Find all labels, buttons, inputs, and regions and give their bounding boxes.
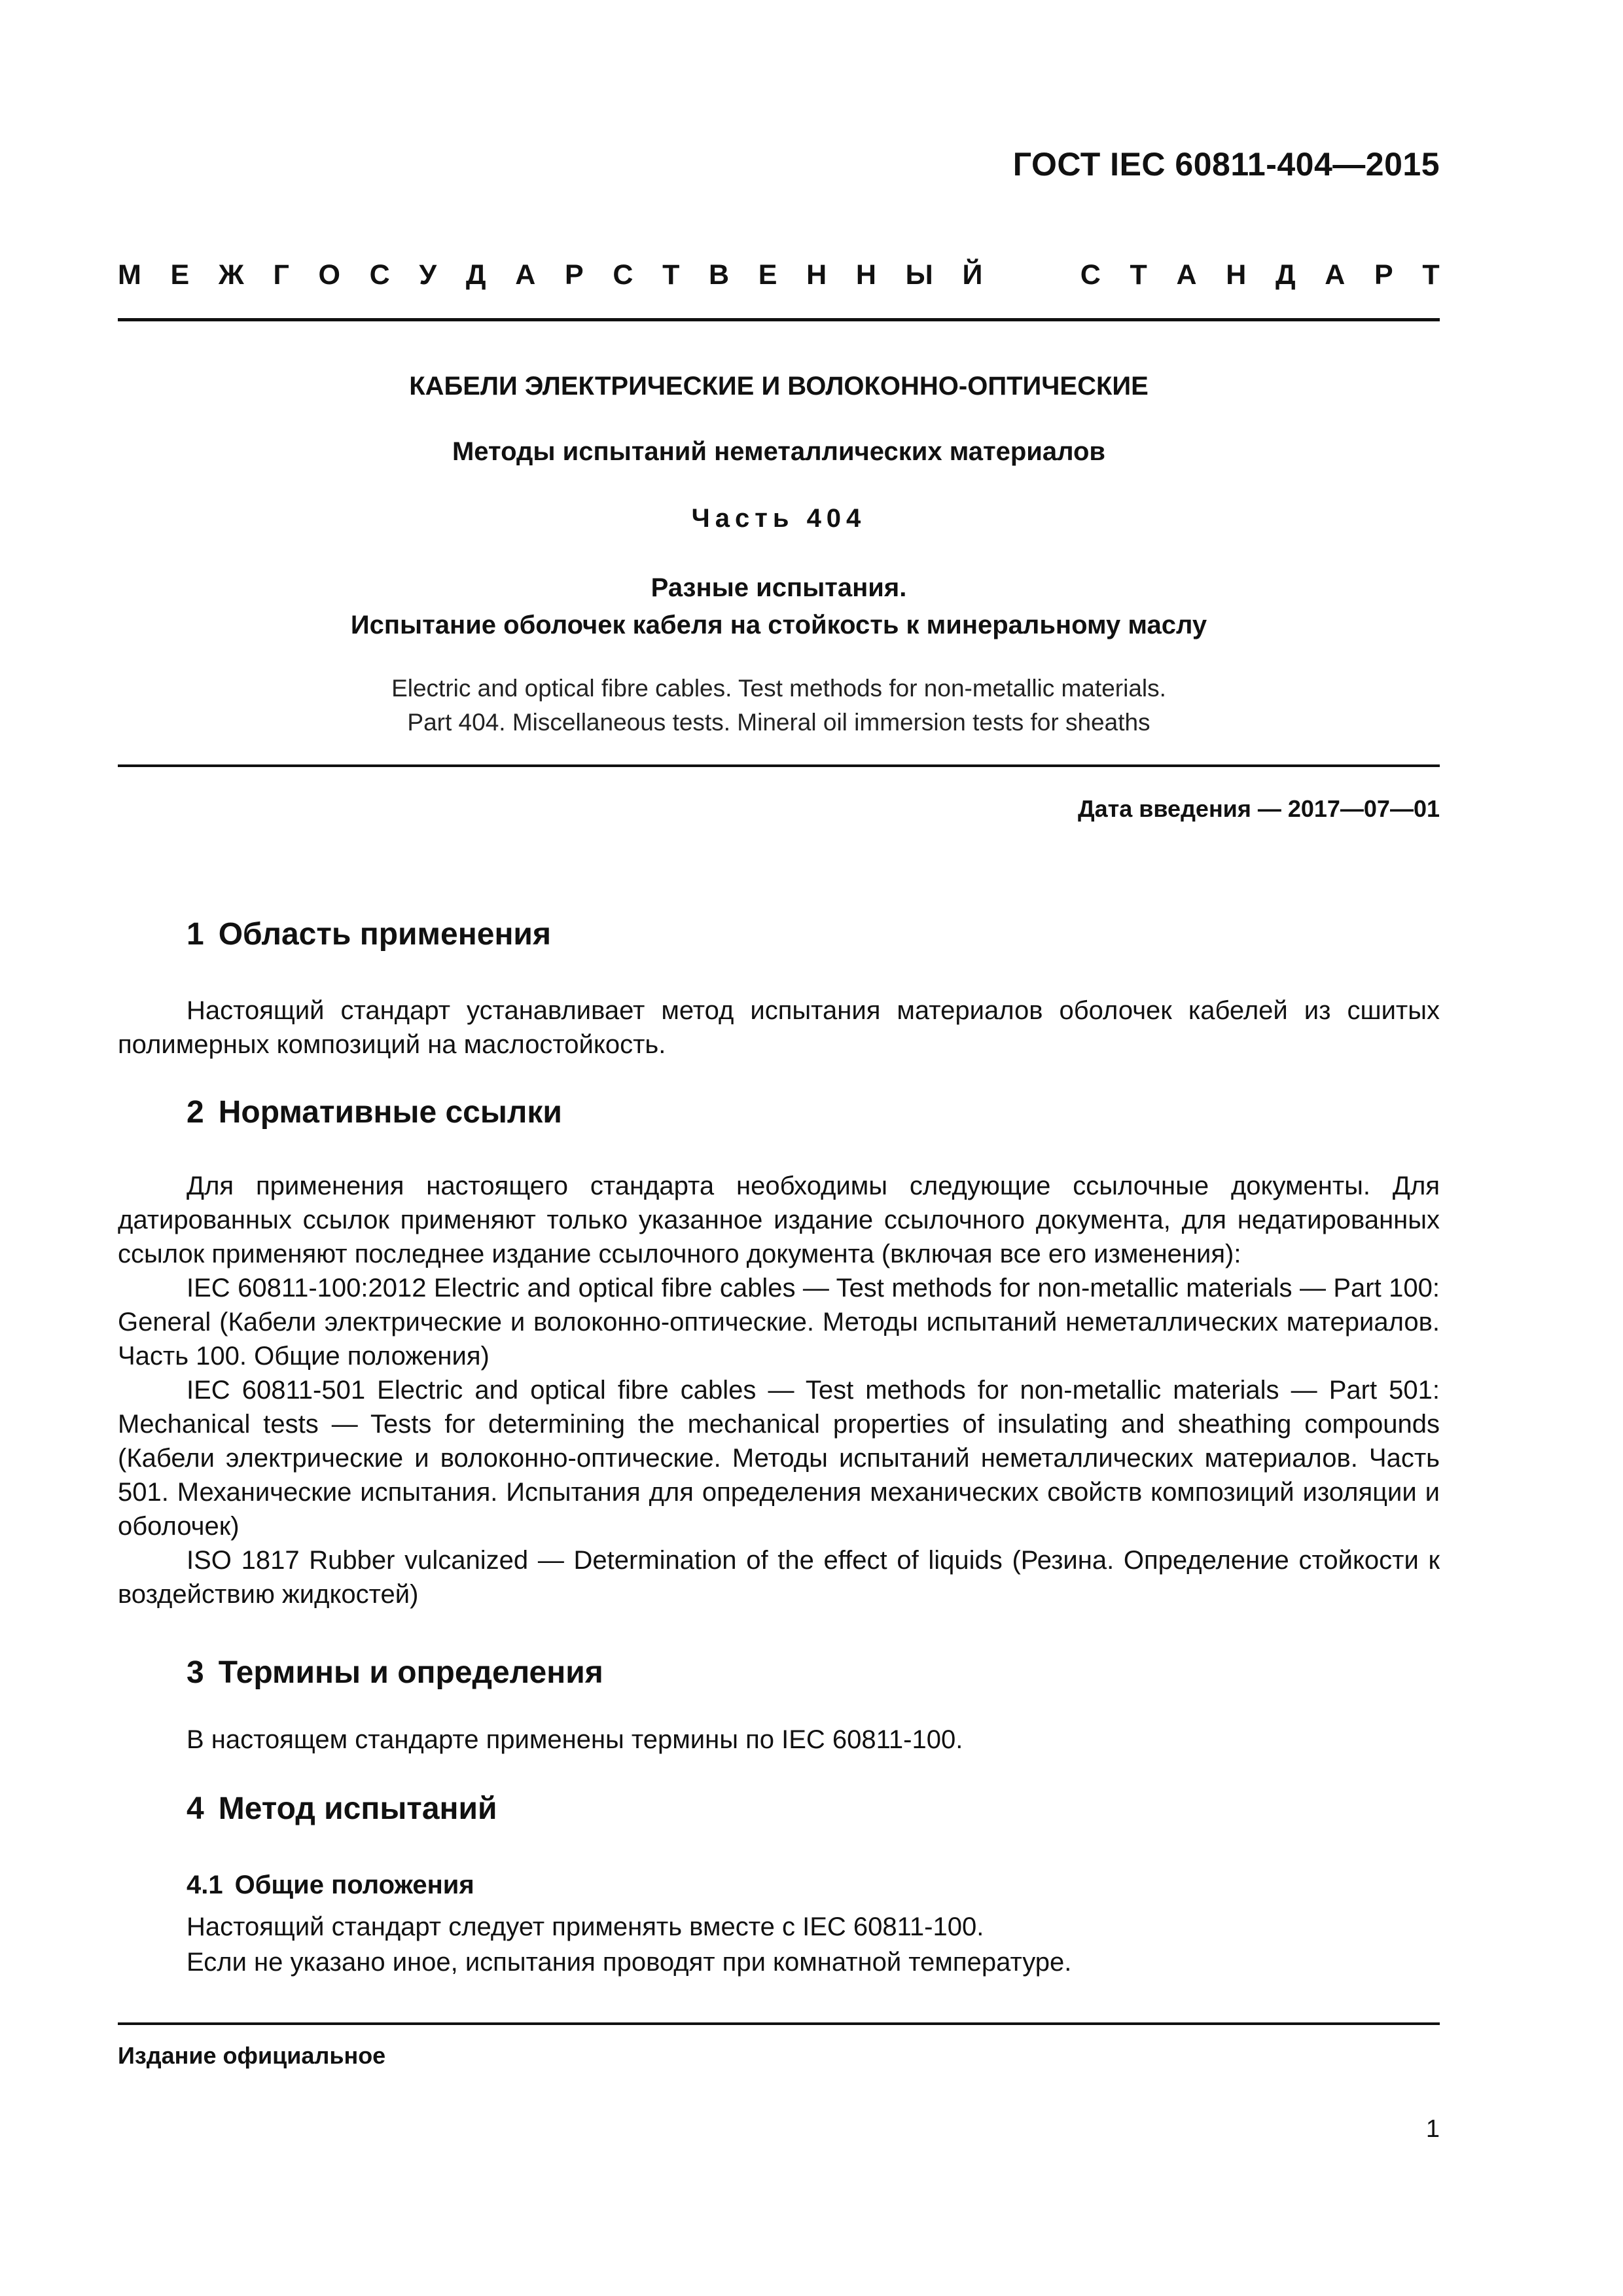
subsection-title: Общие положения <box>234 1871 474 1899</box>
heading-letter: О <box>318 259 340 291</box>
part-title-line: Испытание оболочек кабеля на стойкость к минеральному маслу <box>350 611 1207 639</box>
section-heading <box>187 916 551 952</box>
standard-subtitle: Методы испытаний неметаллических материалов <box>452 437 1106 466</box>
reference-text: ISO 1817 Rubber vulcanized — Determination of the effect of liquids (Резина. Определение стойкости к воздействию жидкостей) <box>118 1546 1440 1609</box>
heading-letter: В <box>709 259 730 291</box>
section-number: 3 <box>187 1655 204 1690</box>
heading-letter: Р <box>564 259 584 291</box>
heading-letter: Д <box>465 259 486 291</box>
section-title: Термины и определения <box>218 1655 603 1690</box>
paragraph <box>118 1169 1440 1271</box>
heading-letter: С <box>613 259 633 291</box>
reference-item <box>118 1271 1440 1373</box>
heading-letter: Г <box>273 259 289 291</box>
section-heading <box>187 1094 562 1130</box>
heading-letter: Т <box>662 259 680 291</box>
heading-letter: А <box>1325 259 1346 291</box>
part-number: Часть 404 <box>691 504 866 533</box>
heading-letter: Ж <box>218 259 244 291</box>
reference-text: IEC 60811-100:2012 Electric and optical fibre cables — Test methods for non-metallic materials — Part 100: General (Кабели электрические и волоконно-оптические. Методы испытаний неметаллических материалов. Часть 100. Общие положения) <box>118 1274 1440 1371</box>
english-title-line: Part 404. Miscellaneous tests. Mineral oil immersion tests for sheaths <box>407 709 1150 736</box>
paragraph-text: Для применения настоящего стандарта необходимы следующие ссылочные документы. Для датированных ссылок применяют только указанное издание ссылочного документа, для недатированных ссылок применяют последнее издание ссылочного документа (включая все его изменения): <box>118 1172 1440 1268</box>
heading-letter: Р <box>1374 259 1393 291</box>
section-title: Область применения <box>218 917 551 952</box>
paragraph: В настоящем стандарте применены термины по IEC 60811-100. <box>187 1725 963 1754</box>
part-title-line: Разные испытания. <box>651 573 907 602</box>
standard-main-title: КАБЕЛИ ЭЛЕКТРИЧЕСКИЕ И ВОЛОКОННО-ОПТИЧЕСКИЕ <box>409 372 1149 401</box>
section-number: 1 <box>187 917 204 952</box>
reference-item <box>118 1373 1440 1543</box>
section-title: Метод испытаний <box>218 1791 497 1826</box>
heading-letter: Д <box>1275 259 1296 291</box>
word-gap <box>1012 259 1051 291</box>
heading-letter: Н <box>1226 259 1247 291</box>
part-title <box>118 569 1440 644</box>
section-title: Нормативные ссылки <box>218 1095 562 1130</box>
interstate-standard-heading <box>118 259 1440 291</box>
reference-text: IEC 60811-501 Electric and optical fibre cables — Test methods for non-metallic materials — Part 501: Mechanical tests — Tests for determining the mechanical properties of insulating and sheathing compounds (Кабели электрические и волоконно-оптические. Методы испытаний неметаллических материалов. Часть 501. Механические испытания. Испытания для определения механических свойств композиций изоляции и оболочек) <box>118 1376 1440 1541</box>
section-number: 4 <box>187 1791 204 1826</box>
heading-letter: У <box>419 259 437 291</box>
heading-letter: Е <box>758 259 777 291</box>
section-heading <box>187 1655 603 1691</box>
heading-letter: Й <box>962 259 983 291</box>
paragraph <box>118 994 1440 1062</box>
english-title-line: Electric and optical fibre cables. Test methods for non-metallic materials. <box>391 675 1166 702</box>
heading-letter: С <box>369 259 390 291</box>
section-heading <box>187 1791 497 1827</box>
header-rule <box>118 318 1440 321</box>
official-edition-label: Издание официальное <box>118 2042 386 2069</box>
heading-letter: Е <box>170 259 190 291</box>
subsection-number: 4.1 <box>187 1871 223 1899</box>
page-number: 1 <box>1425 2115 1440 2143</box>
document-number: ГОСТ IEC 60811-404—2015 <box>1012 146 1440 183</box>
heading-letter: Ы <box>905 259 933 291</box>
footer-rule <box>118 2022 1440 2025</box>
heading-letter: С <box>1080 259 1101 291</box>
english-title <box>118 672 1440 740</box>
paragraph: Если не указано иное, испытания проводят при комнатной температуре. <box>187 1948 1072 1977</box>
reference-item <box>118 1543 1440 1611</box>
heading-letter: Т <box>1130 259 1147 291</box>
subsection-heading <box>187 1871 474 1900</box>
section-number: 2 <box>187 1095 204 1130</box>
heading-letter: А <box>515 259 536 291</box>
paragraph-text: Настоящий стандарт устанавливает метод испытания материалов оболочек кабелей из сшитых полимерных композиций на маслостойкость. <box>118 996 1440 1059</box>
heading-letter: М <box>118 259 141 291</box>
paragraph: Настоящий стандарт следует применять вместе с IEC 60811-100. <box>187 1912 984 1941</box>
heading-letter: Т <box>1422 259 1440 291</box>
title-rule <box>118 764 1440 767</box>
introduction-date: Дата введения — 2017—07—01 <box>1077 795 1440 822</box>
heading-letter: Н <box>806 259 827 291</box>
heading-letter: А <box>1176 259 1197 291</box>
heading-letter: Н <box>855 259 876 291</box>
